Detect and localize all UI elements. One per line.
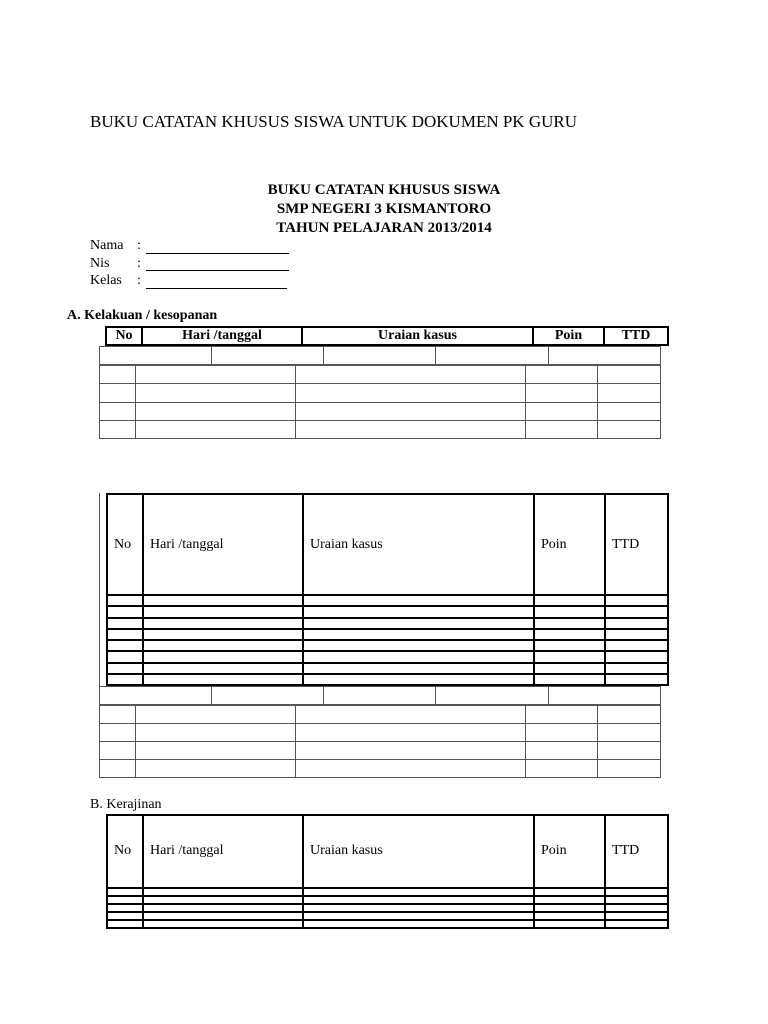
- table-cell[interactable]: [107, 606, 143, 617]
- table-cell[interactable]: [100, 420, 136, 438]
- table-row: [107, 674, 668, 685]
- table-cell[interactable]: [100, 742, 136, 760]
- table-cell[interactable]: [100, 384, 136, 402]
- section-b-title: B. Kerajinan: [90, 797, 162, 812]
- table-cell[interactable]: [534, 920, 605, 928]
- table-cell[interactable]: [526, 384, 598, 402]
- table-cell[interactable]: [136, 402, 296, 420]
- table-cell[interactable]: [598, 366, 661, 384]
- table-cell[interactable]: [534, 904, 605, 912]
- table-cell[interactable]: [143, 888, 303, 896]
- header-no: No: [107, 815, 143, 888]
- table-cell[interactable]: [598, 420, 661, 438]
- table-mid-strip: [99, 686, 661, 705]
- table-cell[interactable]: [303, 663, 534, 674]
- table-cell[interactable]: [136, 384, 296, 402]
- table-cell[interactable]: [303, 912, 534, 920]
- table-row: [107, 896, 668, 904]
- table-cell[interactable]: [534, 896, 605, 904]
- table-cell[interactable]: [136, 706, 296, 724]
- table-cell[interactable]: [534, 595, 605, 606]
- table-row: [107, 494, 668, 595]
- table-row: [100, 384, 661, 402]
- table-cell[interactable]: [605, 663, 668, 674]
- table-b: [106, 814, 669, 929]
- table-cell[interactable]: [296, 742, 526, 760]
- table-cell[interactable]: [605, 651, 668, 662]
- header-no: No: [106, 327, 142, 345]
- table-row: [107, 595, 668, 606]
- table-cell[interactable]: [549, 347, 661, 365]
- table-row: [100, 420, 661, 438]
- table-cell[interactable]: [143, 920, 303, 928]
- table-cell[interactable]: [107, 640, 143, 651]
- table-cell[interactable]: [526, 760, 598, 778]
- table-cell[interactable]: [143, 629, 303, 640]
- field-nis-label: Nis: [90, 256, 110, 271]
- table-cell[interactable]: [303, 674, 534, 685]
- field-nis-sep: :: [137, 256, 141, 271]
- header-no: No: [107, 494, 143, 595]
- table-row: [107, 618, 668, 629]
- table-cell[interactable]: [100, 347, 212, 365]
- table-cell[interactable]: [436, 347, 549, 365]
- table-cell[interactable]: [605, 888, 668, 896]
- header-hari-tanggal: Hari /tanggal: [143, 815, 303, 888]
- field-nama-sep: :: [137, 238, 141, 253]
- table-cell[interactable]: [303, 606, 534, 617]
- table-cell[interactable]: [526, 420, 598, 438]
- table-cell[interactable]: [107, 912, 143, 920]
- table-cell[interactable]: [605, 629, 668, 640]
- table-cell[interactable]: [324, 347, 436, 365]
- table-row: [100, 724, 661, 742]
- table-cell[interactable]: [605, 920, 668, 928]
- table-cell[interactable]: [303, 920, 534, 928]
- table-cell[interactable]: [143, 912, 303, 920]
- table-row: [107, 640, 668, 651]
- table-cell[interactable]: [100, 706, 136, 724]
- table-cell[interactable]: [296, 402, 526, 420]
- table-cell[interactable]: [534, 663, 605, 674]
- heading-line-1: BUKU CATATAN KHUSUS SISWA: [267, 182, 501, 198]
- table-row: [107, 815, 668, 888]
- table-cell[interactable]: [598, 384, 661, 402]
- table-cell[interactable]: [605, 595, 668, 606]
- table-cell[interactable]: [143, 674, 303, 685]
- table-cell[interactable]: [100, 687, 212, 705]
- table-row: [107, 651, 668, 662]
- table-row: [107, 888, 668, 896]
- table-cell[interactable]: [324, 687, 436, 705]
- table-cell[interactable]: [107, 896, 143, 904]
- table-cell[interactable]: [534, 618, 605, 629]
- table-row: [100, 402, 661, 420]
- header-uraian-kasus: Uraian kasus: [302, 327, 533, 345]
- table-cell[interactable]: [303, 595, 534, 606]
- table-cell[interactable]: [136, 366, 296, 384]
- field-kelas-label: Kelas: [90, 273, 122, 288]
- table-cell[interactable]: [303, 904, 534, 912]
- header-uraian-kasus: Uraian kasus: [303, 815, 534, 888]
- table-cell[interactable]: [143, 663, 303, 674]
- section-a-title: A. Kelakuan / kesopanan: [67, 308, 218, 323]
- table-cell[interactable]: [143, 606, 303, 617]
- table-cell[interactable]: [143, 904, 303, 912]
- table-cell[interactable]: [526, 402, 598, 420]
- table-cell[interactable]: [605, 640, 668, 651]
- header-poin: Poin: [533, 327, 604, 345]
- table-cell[interactable]: [143, 896, 303, 904]
- table-cell[interactable]: [605, 896, 668, 904]
- table-row: [107, 920, 668, 928]
- table-cell[interactable]: [436, 687, 549, 705]
- table-row: [100, 347, 661, 365]
- table-cell[interactable]: [526, 706, 598, 724]
- field-nama-label: Nama: [90, 238, 124, 253]
- table-row: [100, 760, 661, 778]
- header-poin: Poin: [534, 494, 605, 595]
- table-a-strip: [99, 346, 661, 365]
- table-cell[interactable]: [605, 606, 668, 617]
- table-row: [100, 366, 661, 384]
- table-cell[interactable]: [143, 595, 303, 606]
- table-mid-left-edge: [99, 493, 100, 705]
- table-cell[interactable]: [143, 640, 303, 651]
- table-cell[interactable]: [107, 651, 143, 662]
- table-cell[interactable]: [136, 420, 296, 438]
- table-row: [107, 629, 668, 640]
- field-nama-line[interactable]: [146, 253, 289, 254]
- table-row: [100, 687, 661, 705]
- table-cell[interactable]: [526, 724, 598, 742]
- table-a-body: [99, 365, 661, 439]
- header-ttd: TTD: [604, 327, 668, 345]
- table-row: [100, 706, 661, 724]
- table-cell[interactable]: [296, 724, 526, 742]
- table-cell[interactable]: [526, 366, 598, 384]
- table-cell[interactable]: [100, 402, 136, 420]
- table-cell[interactable]: [100, 366, 136, 384]
- table-cell[interactable]: [296, 706, 526, 724]
- heading-line-2: SMP NEGERI 3 KISMANTORO: [276, 201, 492, 217]
- table-cell[interactable]: [605, 904, 668, 912]
- table-cell[interactable]: [296, 760, 526, 778]
- table-cell[interactable]: [605, 912, 668, 920]
- table-cell[interactable]: [296, 366, 526, 384]
- table-cell[interactable]: [598, 706, 661, 724]
- table-cell[interactable]: [534, 640, 605, 651]
- heading-line-3: TAHUN PELAJARAN 2013/2014: [276, 220, 492, 236]
- table-cell[interactable]: [136, 724, 296, 742]
- table-mid: [106, 493, 669, 686]
- table-cell[interactable]: [136, 742, 296, 760]
- table-cell[interactable]: [100, 724, 136, 742]
- table-cell[interactable]: [107, 595, 143, 606]
- table-cell[interactable]: [212, 687, 324, 705]
- header-uraian-kasus: Uraian kasus: [303, 494, 534, 595]
- field-nis-line[interactable]: [146, 270, 289, 271]
- table-cell[interactable]: [526, 742, 598, 760]
- table-row: [107, 606, 668, 617]
- table-cell[interactable]: [107, 674, 143, 685]
- table-cell[interactable]: [598, 724, 661, 742]
- table-a-header: [105, 326, 669, 346]
- table-cell[interactable]: [605, 674, 668, 685]
- document-title: BUKU CATATAN KHUSUS SISWA UNTUK DOKUMEN PK GURU: [90, 112, 578, 131]
- table-cell[interactable]: [598, 402, 661, 420]
- table-cell[interactable]: [598, 760, 661, 778]
- table-cell[interactable]: [534, 888, 605, 896]
- table-row: [107, 912, 668, 920]
- table-cell[interactable]: [107, 663, 143, 674]
- table-cell[interactable]: [296, 384, 526, 402]
- table-cell[interactable]: [534, 651, 605, 662]
- table-cell[interactable]: [303, 629, 534, 640]
- table-cell[interactable]: [605, 618, 668, 629]
- table-cell[interactable]: [136, 760, 296, 778]
- table-cell[interactable]: [303, 888, 534, 896]
- table-row: [107, 904, 668, 912]
- table-cell[interactable]: [107, 904, 143, 912]
- header-hari-tanggal: Hari /tanggal: [142, 327, 302, 345]
- field-kelas-line[interactable]: [146, 288, 287, 289]
- table-cell[interactable]: [303, 651, 534, 662]
- table-cell[interactable]: [534, 912, 605, 920]
- table-cell[interactable]: [534, 629, 605, 640]
- table-cell[interactable]: [107, 888, 143, 896]
- table-cell[interactable]: [100, 760, 136, 778]
- table-cell[interactable]: [549, 687, 661, 705]
- header-ttd: TTD: [605, 494, 668, 595]
- field-kelas-sep: :: [137, 273, 141, 288]
- table-cell[interactable]: [143, 651, 303, 662]
- table-cell[interactable]: [534, 606, 605, 617]
- table-mid-body: [99, 705, 661, 778]
- table-cell[interactable]: [143, 618, 303, 629]
- header-ttd: TTD: [605, 815, 668, 888]
- table-cell[interactable]: [296, 420, 526, 438]
- table-cell[interactable]: [212, 347, 324, 365]
- table-row: [107, 663, 668, 674]
- header-hari-tanggal: Hari /tanggal: [143, 494, 303, 595]
- table-cell[interactable]: [107, 618, 143, 629]
- table-row: [106, 327, 668, 345]
- table-cell[interactable]: [598, 742, 661, 760]
- table-cell[interactable]: [534, 674, 605, 685]
- table-row: [100, 742, 661, 760]
- table-cell[interactable]: [303, 640, 534, 651]
- header-poin: Poin: [534, 815, 605, 888]
- table-cell[interactable]: [107, 920, 143, 928]
- table-cell[interactable]: [107, 629, 143, 640]
- table-cell[interactable]: [303, 896, 534, 904]
- table-cell[interactable]: [303, 618, 534, 629]
